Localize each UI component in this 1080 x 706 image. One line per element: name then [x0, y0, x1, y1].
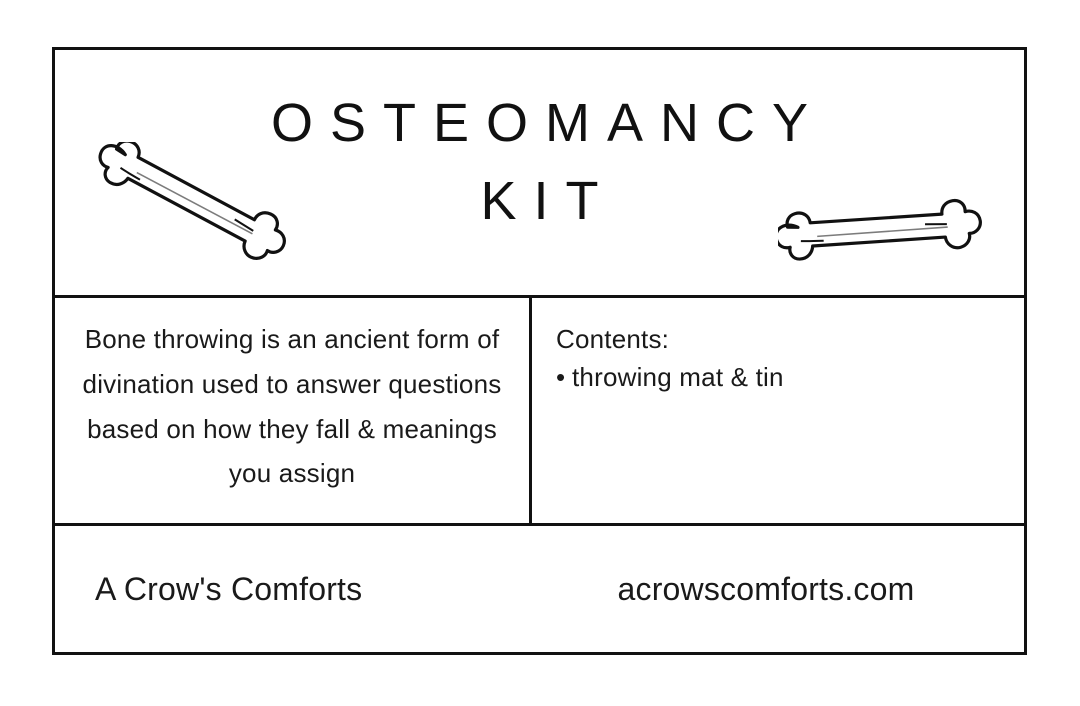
contents-cell: [532, 298, 1024, 523]
product-title-line-2: KIT: [480, 171, 616, 232]
website-url: acrowscomforts.com: [617, 570, 915, 607]
contents-heading: Contents:: [556, 324, 670, 354]
product-label-card: [52, 47, 1027, 655]
brand-name: A Crow's Comforts: [95, 570, 363, 607]
list-item: • throwing mat & tin: [556, 359, 1002, 397]
product-title-line-1: OSTEOMANCY: [270, 93, 826, 153]
description-cell: [55, 298, 532, 523]
title-band: [55, 50, 1024, 298]
middle-band: [55, 298, 1024, 526]
product-title: [55, 84, 1024, 241]
footer-band: [55, 526, 1024, 652]
contents-list: [556, 359, 1002, 397]
description-text: Bone throwing is an ancient form of divination used to answer questions based on how they fall & meanings you assign: [82, 324, 502, 489]
